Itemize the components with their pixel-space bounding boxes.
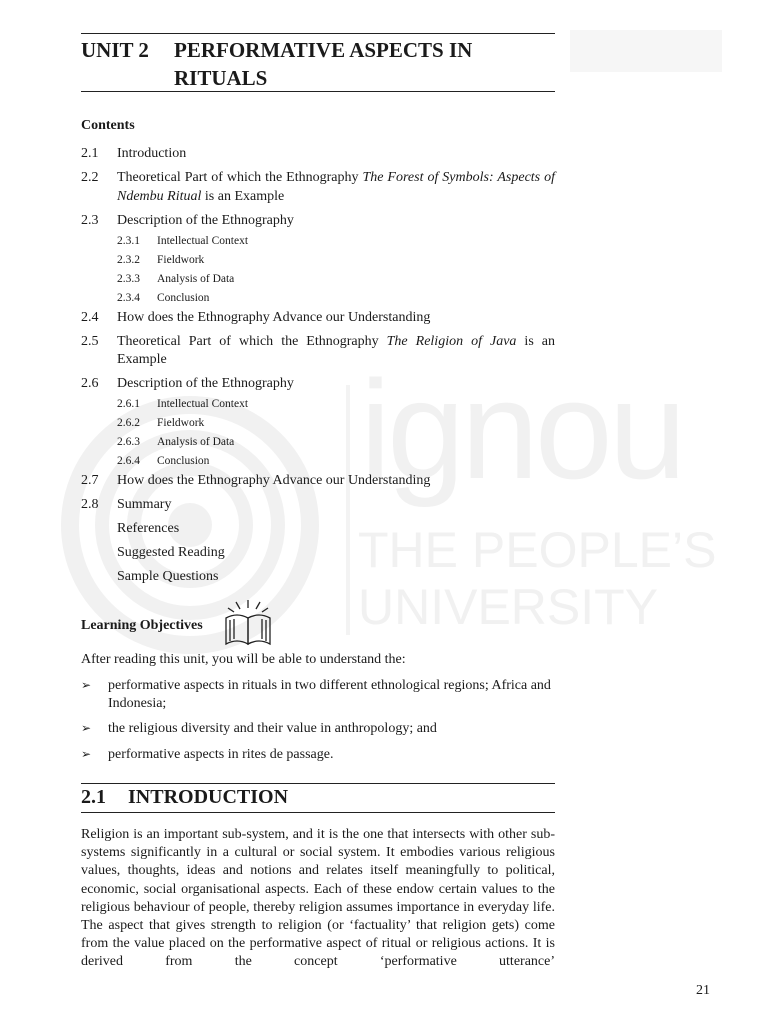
toc-subitem — [81, 270, 555, 289]
toc-subitem — [81, 395, 555, 414]
toc-subitem-text: Analysis of Data — [157, 436, 235, 448]
learning-objectives-heading: Learning Objectives — [81, 618, 203, 633]
title-bottom-rule — [81, 91, 555, 92]
arrow-bullet-icon: ➢ — [81, 746, 92, 761]
learning-objectives-intro: After reading this unit, you will be able to understand the: — [81, 652, 406, 667]
section-top-rule — [81, 783, 555, 784]
toc-item-number: 2.3 — [81, 212, 99, 228]
arrow-bullet-icon: ➢ — [81, 721, 92, 735]
header-tag-box — [570, 30, 722, 72]
toc-item-text-plain: Theoretical Part of which the Ethnography — [117, 333, 387, 349]
toc-item-text: Introduction — [117, 146, 187, 161]
toc-subitem-text: Intellectual Context — [157, 398, 249, 410]
section-number: 2.1 — [81, 786, 106, 808]
table-of-contents — [81, 145, 555, 592]
toc-item-text-after: is an Example — [201, 188, 285, 204]
toc-item-number: 2.8 — [81, 497, 99, 512]
unit-number: UNIT 2 — [81, 38, 149, 62]
toc-item — [81, 472, 555, 491]
toc-subitem — [81, 251, 555, 270]
unit-title — [81, 36, 561, 92]
toc-item-text: Description of the Ethnography — [117, 212, 294, 228]
toc-item-text-italic: The Religion of Java — [386, 333, 517, 349]
watermark-line1: THE PEOPLE’S — [358, 522, 717, 578]
title-top-rule — [81, 33, 555, 34]
toc-item — [81, 145, 555, 164]
toc-subitem — [81, 289, 555, 308]
toc-item-text: Summary — [117, 497, 172, 512]
toc-item-text: How does the Ethnography Advance our Understanding — [117, 473, 431, 488]
toc-subitem — [81, 232, 555, 251]
section-bottom-rule — [81, 812, 555, 813]
toc-subitem-number: 2.6.1 — [117, 398, 140, 410]
unit-title-line1: PERFORMATIVE ASPECTS IN — [174, 38, 473, 62]
section-title: INTRODUCTION — [128, 786, 289, 808]
toc-item-text: Suggested Reading — [117, 545, 225, 560]
toc-subitem-number: 2.3.4 — [117, 291, 140, 304]
toc-item-text: How does the Ethnography Advance our Understanding — [117, 309, 431, 325]
objective-text: performative aspects in rites de passage. — [108, 746, 334, 762]
toc-subitem-text: Conclusion — [157, 455, 210, 467]
watermark-line2: UNIVERSITY — [358, 579, 659, 635]
toc-item — [81, 212, 555, 231]
toc-item-number: 2.5 — [81, 333, 99, 349]
objective-item — [81, 677, 555, 712]
toc-item — [81, 169, 555, 206]
toc-subitem-text: Intellectual Context — [157, 234, 249, 247]
toc-item-number — [81, 568, 117, 587]
toc-item-number: 2.2 — [81, 170, 99, 185]
arrow-bullet-icon: ➢ — [81, 678, 92, 692]
open-book-icon — [222, 598, 274, 648]
toc-item-text: Description of the Ethnography — [117, 376, 294, 391]
toc-item — [81, 544, 555, 563]
toc-item-text: References — [117, 521, 180, 536]
toc-item — [81, 520, 555, 539]
toc-item-text-italic: The Forest of Symbols: Aspects of Ndembu Ritual — [117, 170, 555, 204]
objective-item — [81, 746, 555, 764]
toc-item-text-plain: Theoretical Part of which the Ethnography — [117, 170, 363, 185]
toc-item — [81, 333, 555, 370]
toc-subitem-number: 2.6.3 — [117, 436, 140, 448]
toc-item-text — [117, 169, 555, 206]
toc-subitem-number: 2.6.4 — [117, 455, 140, 467]
toc-item-text — [117, 333, 555, 370]
toc-item — [81, 309, 555, 328]
toc-subitem-number: 2.6.2 — [117, 417, 140, 429]
toc-subitem — [81, 433, 555, 452]
toc-item-number: 2.4 — [81, 309, 99, 325]
toc-subitem-text: Conclusion — [157, 291, 210, 304]
objective-item — [81, 720, 555, 738]
toc-item — [81, 496, 555, 515]
toc-item-number: 2.7 — [81, 473, 99, 488]
toc-subitem-number: 2.3.3 — [117, 272, 140, 285]
contents-heading: Contents — [81, 118, 135, 133]
page-number: 21 — [696, 983, 710, 998]
toc-item-number — [81, 544, 117, 563]
toc-subitem-number: 2.3.2 — [117, 253, 140, 266]
toc-item — [81, 375, 555, 394]
toc-item-number — [81, 520, 117, 539]
section-heading — [81, 786, 288, 809]
toc-subitem-number: 2.3.1 — [117, 234, 140, 247]
toc-subitem — [81, 452, 555, 471]
toc-subitem-text: Analysis of Data — [157, 272, 235, 285]
introduction-paragraph: Religion is an important sub-system, and it is the one that intersects with other sub-systems significantly in a cultural or social system. It embodies various religious values, thoughts, ideas and notions and relates itself meaningfully to political, economic, social organisational aspects. Each of these endow certain values to the religious behaviour of people, thereby religion assumes importance in everyday life. The aspect that gives strength to religion (or ‘factuality’ that religion gets) come from the value placed on the performative aspect of ritual or religious actions. It is derived from the concept ‘performative utterance’ — [81, 827, 555, 970]
learning-objectives-list — [81, 677, 555, 771]
toc-item-text-after: is an Example — [117, 333, 555, 367]
objective-text: the religious diversity and their value in anthropology; and — [108, 721, 437, 736]
toc-item-number: 2.1 — [81, 146, 99, 161]
objective-text: performative aspects in rituals in two different ethnological regions; Africa and Indonesia; — [108, 678, 551, 711]
toc-item-number: 2.6 — [81, 376, 99, 391]
toc-subitem-text: Fieldwork — [157, 417, 205, 429]
toc-subitem — [81, 414, 555, 433]
toc-item-text: Sample Questions — [117, 569, 219, 584]
watermark-brand: ignou — [360, 351, 683, 508]
toc-item — [81, 568, 555, 587]
unit-title-line2: RITUALS — [174, 66, 268, 90]
toc-subitem-text: Fieldwork — [157, 253, 205, 266]
